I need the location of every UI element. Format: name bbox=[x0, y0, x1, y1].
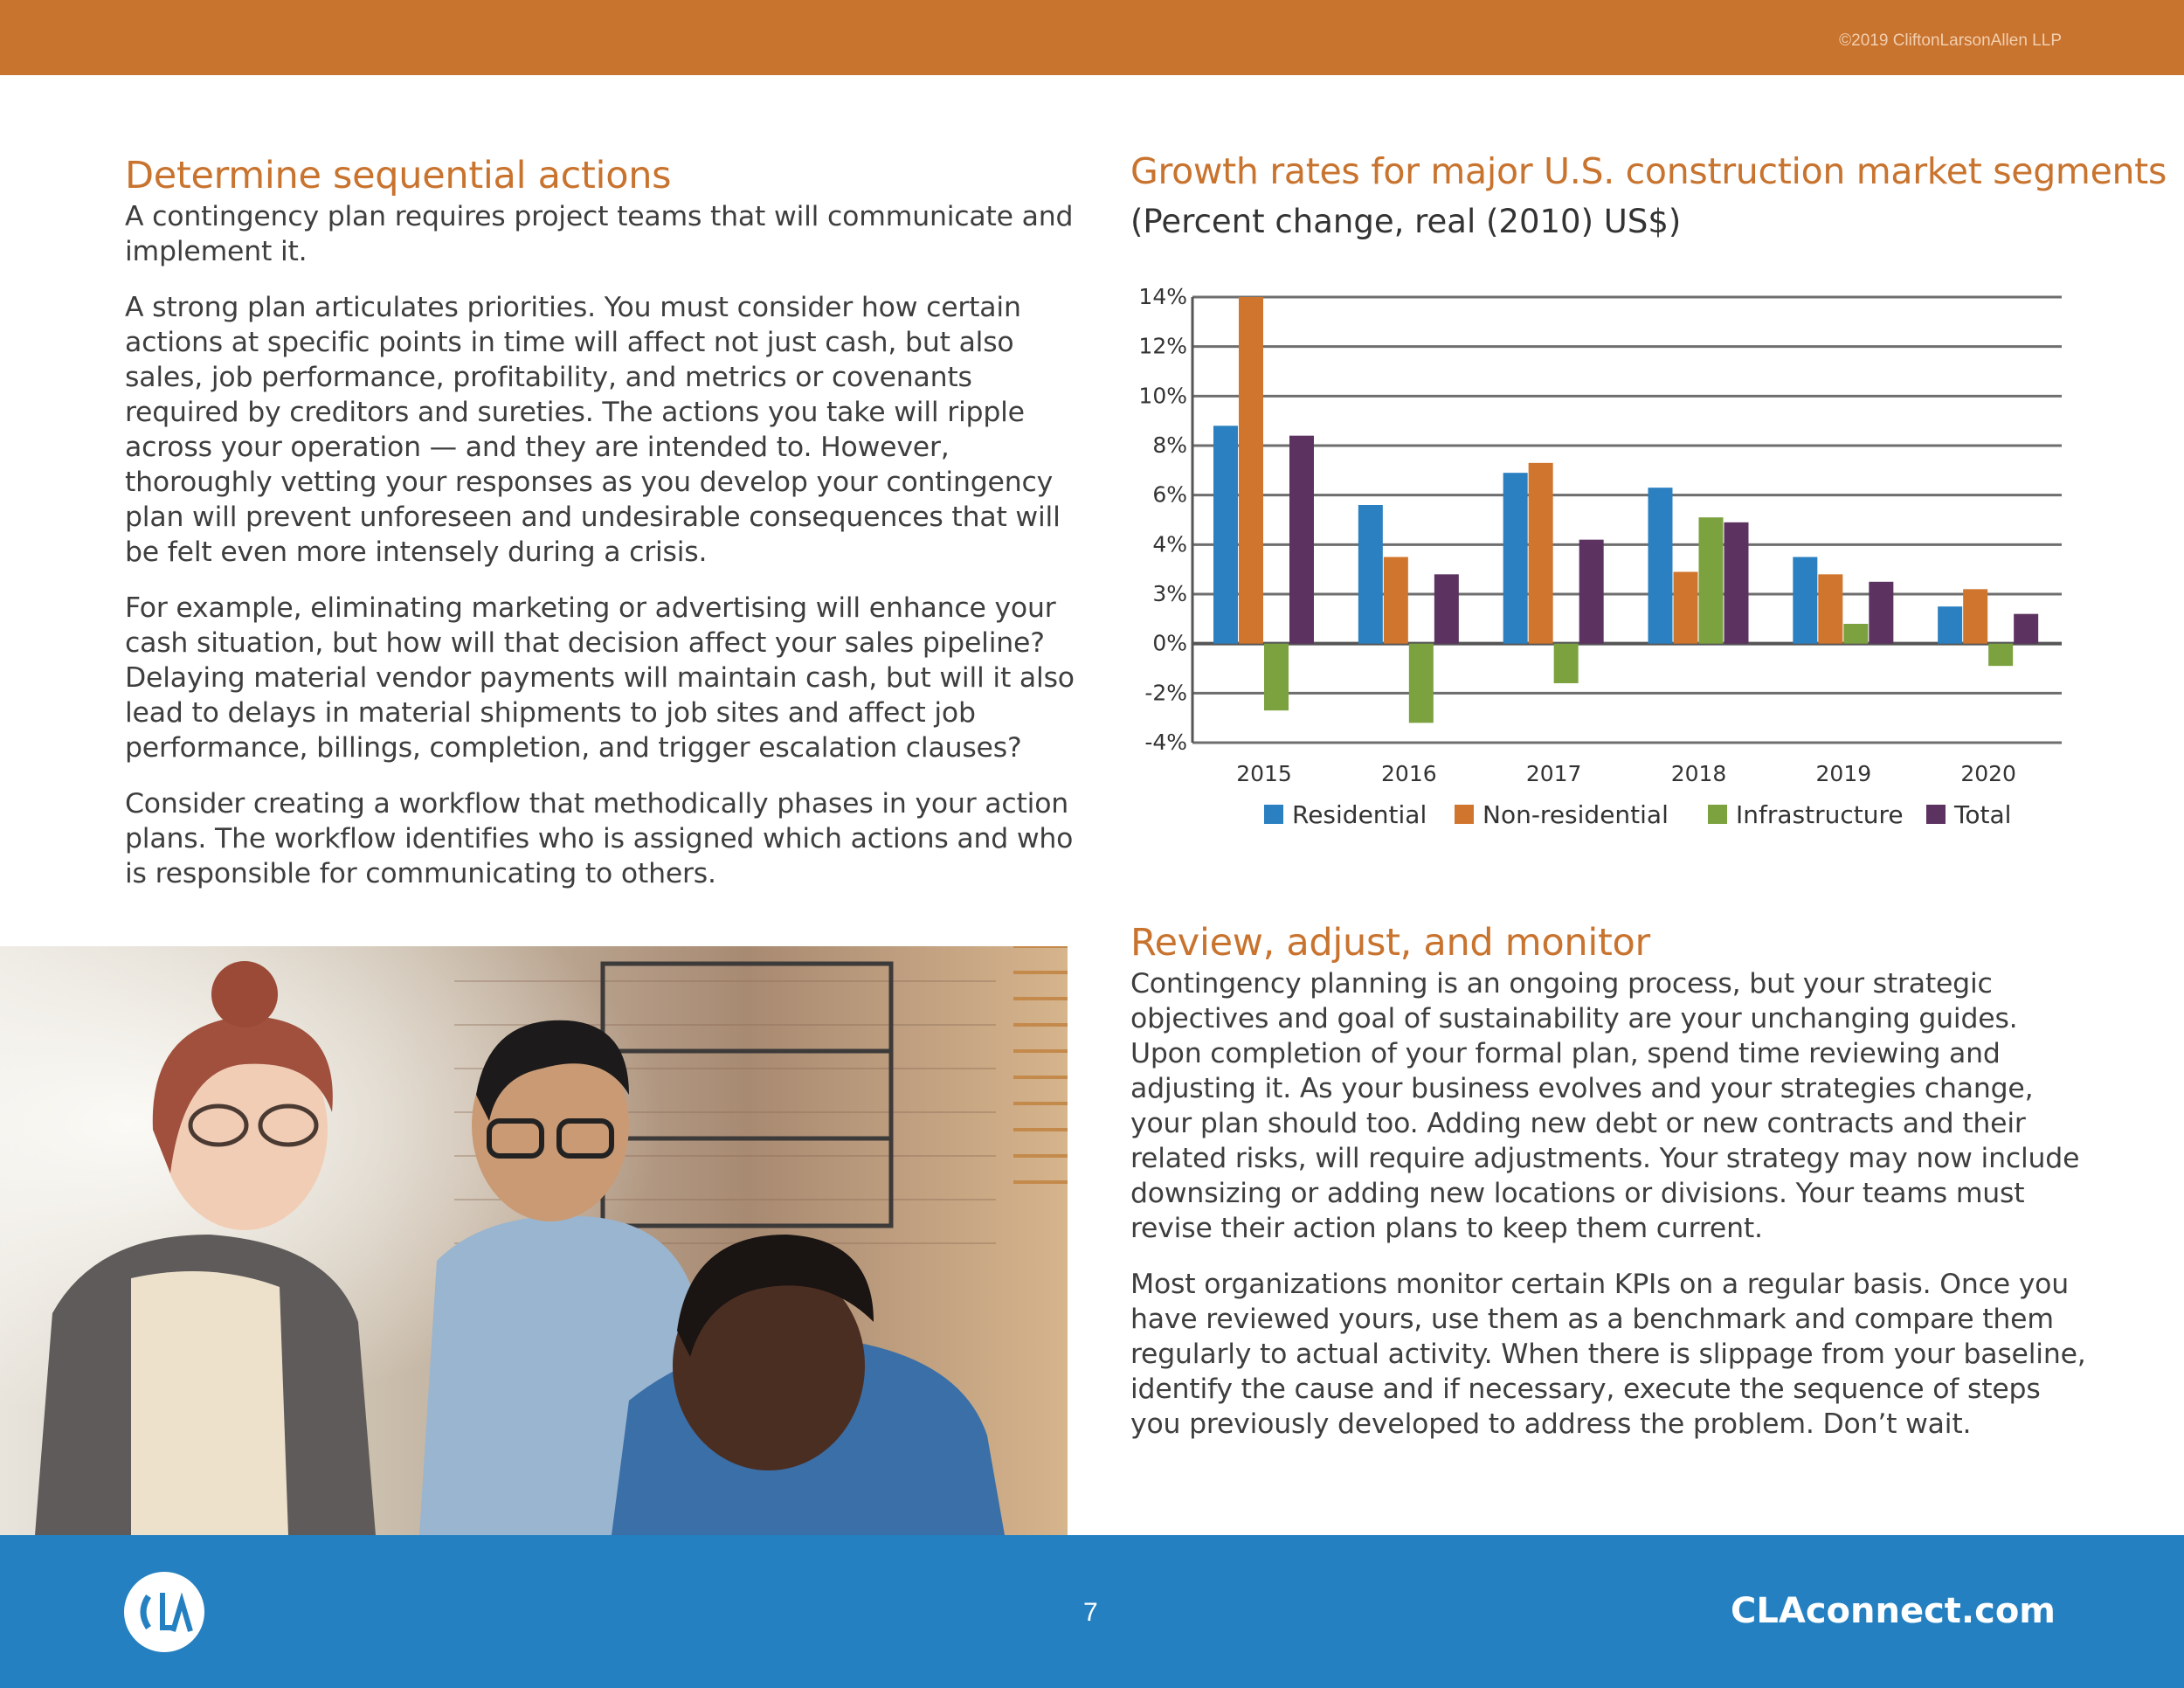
section-heading-review-adjust-monitor: Review, adjust, and monitor bbox=[1130, 921, 1650, 965]
legend-label: Infrastructure bbox=[1736, 800, 1904, 829]
y-tick-label: 0% bbox=[1152, 630, 1187, 656]
bar-residential-2018 bbox=[1648, 488, 1673, 644]
legend-swatch bbox=[1926, 805, 1946, 824]
bar-infrastructure-2016 bbox=[1409, 644, 1434, 723]
bar-total-2016 bbox=[1434, 574, 1459, 643]
bar-total-2015 bbox=[1289, 436, 1314, 644]
cla-logo bbox=[122, 1570, 206, 1654]
y-tick-label: -2% bbox=[1144, 680, 1187, 706]
bar-non-residential-2015 bbox=[1239, 297, 1263, 644]
y-tick-label: 8% bbox=[1152, 432, 1187, 458]
x-tick-label: 2016 bbox=[1381, 761, 1437, 786]
team-meeting-photo bbox=[0, 946, 1068, 1535]
chart-legend bbox=[1264, 800, 2011, 829]
bar-total-2019 bbox=[1869, 582, 1893, 644]
bar-non-residential-2018 bbox=[1674, 572, 1698, 644]
paragraph: A strong plan articulates priorities. You must consider how certain actions at specific points in time will affect not just cash, but also sales, job performance, profitability, and metrics or covenants required by creditors and sureties. The actions you take will ripple across your operation — and they are intended to. However, thoroughly vetting your responses as you develop your contingency plan will prevent unforeseen and undesirable consequences that will be felt even more intensely during a crisis. bbox=[125, 292, 1061, 568]
paragraph: A contingency plan requires project teams that will communicate and implement it. bbox=[125, 201, 1074, 267]
bar-infrastructure-2018 bbox=[1699, 517, 1724, 644]
x-axis-ticks bbox=[1236, 761, 2016, 786]
chart-subtitle: (Percent change, real (2010) US$) bbox=[1130, 203, 1682, 240]
paragraph: Most organizations monitor certain KPIs on a regular basis. Once you have reviewed yours, use them as a benchmark and compare them regularly to actual activity. When there is slippage from your baseline, identify the cause and if necessary, execute the sequence of steps you previously developed to address the problem. Don’t wait. bbox=[1130, 1269, 2086, 1440]
footer-bar bbox=[0, 1535, 2184, 1688]
bar-total-2020 bbox=[2014, 614, 2038, 644]
bar-non-residential-2016 bbox=[1384, 557, 1408, 644]
legend-label: Total bbox=[1954, 800, 2012, 829]
bar-infrastructure-2019 bbox=[1843, 624, 1868, 644]
legend-swatch bbox=[1264, 805, 1283, 824]
x-tick-label: 2020 bbox=[1960, 761, 2016, 786]
chart-bars bbox=[1213, 297, 2038, 723]
bar-residential-2016 bbox=[1358, 505, 1383, 644]
right-column bbox=[1130, 921, 2091, 1463]
chart-grid bbox=[1192, 297, 2062, 743]
y-tick-label: 12% bbox=[1138, 333, 1187, 359]
website-link[interactable]: CLAconnect.com bbox=[1731, 1591, 2056, 1631]
copyright-text: ©2019 CliftonLarsonAllen LLP bbox=[1839, 31, 2062, 50]
legend-swatch bbox=[1708, 805, 1727, 824]
paragraph: Consider creating a workflow that methodically phases in your action plans. The workflow identifies who is assigned which actions and who is responsible for communicating to others. bbox=[125, 788, 1074, 889]
y-tick-label: 6% bbox=[1152, 481, 1187, 508]
bar-infrastructure-2017 bbox=[1554, 644, 1579, 683]
bar-non-residential-2019 bbox=[1818, 574, 1842, 643]
x-tick-label: 2015 bbox=[1236, 761, 1292, 786]
paragraph: For example, eliminating marketing or advertising will enhance your cash situation, but how will that decision affect your sales pipeline? Delaying material vendor payments will maintain cash, but will it also lead to delays in material shipments to job sites and affect job performance, billings, completion, and trigger escalation clauses? bbox=[125, 592, 1075, 764]
x-tick-label: 2018 bbox=[1670, 761, 1727, 786]
bar-non-residential-2017 bbox=[1529, 463, 1553, 644]
legend-label: Residential bbox=[1292, 800, 1427, 829]
y-tick-label: 3% bbox=[1152, 581, 1187, 606]
bar-residential-2015 bbox=[1213, 425, 1238, 643]
bar-non-residential-2020 bbox=[1963, 589, 1987, 643]
y-tick-label: 10% bbox=[1138, 383, 1187, 409]
bar-residential-2020 bbox=[1938, 606, 1962, 644]
y-axis-ticks bbox=[1138, 284, 1187, 755]
top-bar bbox=[0, 0, 2184, 75]
chart-title: Growth rates for major U.S. construction market segments bbox=[1130, 150, 2167, 192]
paragraph: Contingency planning is an ongoing process, but your strategic objectives and goal of sustainability are your unchanging guides. Upon completion of your formal plan, spend time reviewing and adjusting it. As your business evolves and your strategies change, your plan should too. Adding new debt or new contracts and their related risks, will require adjustments. Your strategy may now include downsizing or adding new locations or divisions. Your teams must revise their action plans to keep them current. bbox=[1130, 968, 2080, 1244]
section-heading-sequential-actions: Determine sequential actions bbox=[125, 154, 672, 197]
page-number: 7 bbox=[1083, 1598, 1098, 1627]
legend-swatch bbox=[1455, 805, 1474, 824]
legend-label: Non-residential bbox=[1482, 800, 1669, 829]
bar-infrastructure-2020 bbox=[1988, 644, 2013, 667]
bar-total-2017 bbox=[1579, 540, 1604, 644]
bar-infrastructure-2015 bbox=[1264, 644, 1289, 711]
x-tick-label: 2017 bbox=[1525, 761, 1582, 786]
y-tick-label: 4% bbox=[1152, 531, 1187, 557]
bar-total-2018 bbox=[1724, 522, 1749, 644]
y-tick-label: 14% bbox=[1138, 284, 1187, 309]
bar-residential-2017 bbox=[1503, 473, 1528, 644]
bar-residential-2019 bbox=[1793, 557, 1817, 644]
left-column bbox=[125, 154, 1086, 912]
y-tick-label: -4% bbox=[1144, 730, 1187, 755]
x-tick-label: 2019 bbox=[1815, 761, 1872, 786]
growth-rate-bar-chart bbox=[1127, 271, 2140, 865]
